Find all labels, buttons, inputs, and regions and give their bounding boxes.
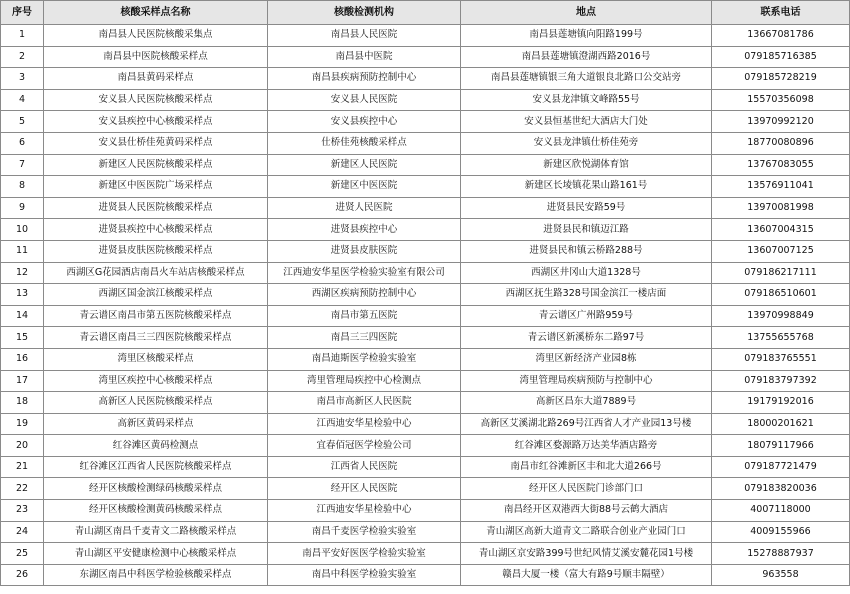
table-row xyxy=(1,413,850,435)
cell-phone: 4007118000 xyxy=(712,500,850,522)
table-row xyxy=(1,154,850,176)
cell-site-name: 新建区人民医院核酸采样点 xyxy=(44,154,268,176)
cell-site-name: 南昌县中医院核酸采样点 xyxy=(44,46,268,68)
cell-phone: 15278887937 xyxy=(712,543,850,565)
cell-site-name: 青云谱区南昌市第五医院核酸采样点 xyxy=(44,305,268,327)
table-row xyxy=(1,348,850,370)
cell-phone: 13576911041 xyxy=(712,176,850,198)
table-row xyxy=(1,68,850,90)
table-header-row xyxy=(1,1,850,25)
cell-index: 25 xyxy=(1,543,44,565)
cell-phone: 13667081786 xyxy=(712,25,850,47)
cell-location: 安义县恒基世纪大酒店大门处 xyxy=(461,111,712,133)
cell-index: 21 xyxy=(1,456,44,478)
cell-index: 15 xyxy=(1,327,44,349)
cell-index: 9 xyxy=(1,197,44,219)
table-row xyxy=(1,284,850,306)
cell-site-name: 新建区中医医院广场采样点 xyxy=(44,176,268,198)
header-index: 序号 xyxy=(1,1,44,25)
header-location: 地点 xyxy=(461,1,712,25)
cell-site-name: 西湖区G花园酒店南昌火车站店核酸采样点 xyxy=(44,262,268,284)
cell-testing-agency: 江西迪安华星检验中心 xyxy=(268,500,461,522)
cell-index: 22 xyxy=(1,478,44,500)
cell-site-name: 进贤县皮肤医院核酸采样点 xyxy=(44,240,268,262)
header-testing-agency: 核酸检测机构 xyxy=(268,1,461,25)
cell-testing-agency: 南昌三三四医院 xyxy=(268,327,461,349)
table-row xyxy=(1,25,850,47)
cell-location: 南昌县莲塘镇向阳路199号 xyxy=(461,25,712,47)
cell-location: 西湖区井冈山大道1328号 xyxy=(461,262,712,284)
cell-phone: 4009155966 xyxy=(712,521,850,543)
table-row xyxy=(1,89,850,111)
cell-location: 新建区长堎镇花果山路161号 xyxy=(461,176,712,198)
cell-site-name: 东湖区南昌中科医学检验核酸采样点 xyxy=(44,564,268,586)
cell-site-name: 南昌县人民医院核酸采集点 xyxy=(44,25,268,47)
table-row xyxy=(1,435,850,457)
cell-phone: 18770080896 xyxy=(712,132,850,154)
table-row xyxy=(1,500,850,522)
cell-location: 安义县龙津镇仕桥佳苑旁 xyxy=(461,132,712,154)
cell-testing-agency: 安义县人民医院 xyxy=(268,89,461,111)
table-row xyxy=(1,564,850,586)
cell-site-name: 经开区核酸检测黄码核酸采样点 xyxy=(44,500,268,522)
cell-location: 南昌县莲塘镇银三角大道银良北路口公交站旁 xyxy=(461,68,712,90)
cell-testing-agency: 新建区人民医院 xyxy=(268,154,461,176)
cell-index: 4 xyxy=(1,89,44,111)
cell-location: 南昌经开区双港西大街88号云鹤大酒店 xyxy=(461,500,712,522)
cell-testing-agency: 南昌县疾病预防控制中心 xyxy=(268,68,461,90)
cell-index: 10 xyxy=(1,219,44,241)
cell-testing-agency: 南昌千麦医学检验实验室 xyxy=(268,521,461,543)
cell-index: 3 xyxy=(1,68,44,90)
table-row xyxy=(1,370,850,392)
table-body xyxy=(1,25,850,586)
table-row xyxy=(1,327,850,349)
cell-testing-agency: 南昌迪斯医学检验实验室 xyxy=(268,348,461,370)
cell-phone: 15570356098 xyxy=(712,89,850,111)
table-row xyxy=(1,46,850,68)
cell-site-name: 青云谱区南昌三三四医院核酸采样点 xyxy=(44,327,268,349)
cell-site-name: 高新区黄码采样点 xyxy=(44,413,268,435)
cell-location: 南昌县莲塘镇澄湖西路2016号 xyxy=(461,46,712,68)
cell-testing-agency: 南昌市第五医院 xyxy=(268,305,461,327)
table-row xyxy=(1,111,850,133)
table-row xyxy=(1,240,850,262)
cell-index: 7 xyxy=(1,154,44,176)
cell-testing-agency: 江西迪安华星检验中心 xyxy=(268,413,461,435)
cell-location: 安义县龙津镇文峰路55号 xyxy=(461,89,712,111)
cell-testing-agency: 江西省人民医院 xyxy=(268,456,461,478)
cell-site-name: 红谷滩区江西省人民医院核酸采样点 xyxy=(44,456,268,478)
cell-location: 湾里管理局疾病预防与控制中心 xyxy=(461,370,712,392)
cell-testing-agency: 仕桥佳苑核酸采样点 xyxy=(268,132,461,154)
cell-testing-agency: 进贤人民医院 xyxy=(268,197,461,219)
cell-location: 经开区人民医院门诊部门口 xyxy=(461,478,712,500)
table-row xyxy=(1,176,850,198)
cell-testing-agency: 新建区中医医院 xyxy=(268,176,461,198)
table-row xyxy=(1,392,850,414)
cell-phone: 13607004315 xyxy=(712,219,850,241)
cell-testing-agency: 安义县疾控中心 xyxy=(268,111,461,133)
cell-site-name: 进贤县疾控中心核酸采样点 xyxy=(44,219,268,241)
cell-site-name: 红谷滩区黄码检测点 xyxy=(44,435,268,457)
header-phone: 联系电话 xyxy=(712,1,850,25)
cell-phone: 13970081998 xyxy=(712,197,850,219)
cell-site-name: 南昌县黄码采样点 xyxy=(44,68,268,90)
cell-site-name: 进贤县人民医院核酸采样点 xyxy=(44,197,268,219)
cell-phone: 18000201621 xyxy=(712,413,850,435)
cell-phone: 079185716385 xyxy=(712,46,850,68)
cell-site-name: 经开区核酸检测绿码核酸采样点 xyxy=(44,478,268,500)
cell-phone: 079183820036 xyxy=(712,478,850,500)
cell-location: 青云谱区广州路959号 xyxy=(461,305,712,327)
cell-index: 12 xyxy=(1,262,44,284)
table-row xyxy=(1,262,850,284)
cell-phone: 079185728219 xyxy=(712,68,850,90)
cell-phone: 13970992120 xyxy=(712,111,850,133)
cell-site-name: 湾里区疾控中心核酸采样点 xyxy=(44,370,268,392)
cell-location: 西湖区抚生路328号国金滨江一楼店面 xyxy=(461,284,712,306)
cell-site-name: 高新区人民医院核酸采样点 xyxy=(44,392,268,414)
cell-index: 13 xyxy=(1,284,44,306)
table-row xyxy=(1,197,850,219)
table-row xyxy=(1,132,850,154)
cell-index: 23 xyxy=(1,500,44,522)
cell-phone: 18079117966 xyxy=(712,435,850,457)
cell-index: 24 xyxy=(1,521,44,543)
cell-phone: 079183797392 xyxy=(712,370,850,392)
cell-location: 赣昌大厦一楼（富大有路9号顺丰隔壁） xyxy=(461,564,712,586)
cell-site-name: 安义县人民医院核酸采样点 xyxy=(44,89,268,111)
cell-testing-agency: 南昌中科医学检验实验室 xyxy=(268,564,461,586)
cell-index: 2 xyxy=(1,46,44,68)
cell-location: 进贤县民和镇迈江路 xyxy=(461,219,712,241)
cell-index: 18 xyxy=(1,392,44,414)
table-row xyxy=(1,305,850,327)
cell-site-name: 安义县疾控中心核酸采样点 xyxy=(44,111,268,133)
cell-phone: 079186217111 xyxy=(712,262,850,284)
cell-site-name: 安义县仕桥佳苑黄码采样点 xyxy=(44,132,268,154)
table-row xyxy=(1,478,850,500)
cell-location: 青云谱区新溪桥东二路97号 xyxy=(461,327,712,349)
cell-location: 青山湖区京安路399号世纪风情艾溪安麓花园1号楼 xyxy=(461,543,712,565)
cell-phone: 13970998849 xyxy=(712,305,850,327)
cell-index: 14 xyxy=(1,305,44,327)
cell-phone: 13607007125 xyxy=(712,240,850,262)
cell-location: 青山湖区高新大道青文二路联合创业产业园门口 xyxy=(461,521,712,543)
cell-location: 湾里区新经济产业园8栋 xyxy=(461,348,712,370)
cell-site-name: 湾里区核酸采样点 xyxy=(44,348,268,370)
table-row xyxy=(1,521,850,543)
header-site-name: 核酸采样点名称 xyxy=(44,1,268,25)
cell-index: 26 xyxy=(1,564,44,586)
cell-location: 新建区欣悦湖体育馆 xyxy=(461,154,712,176)
cell-testing-agency: 南昌县中医院 xyxy=(268,46,461,68)
cell-location: 红谷滩区婺源路万达美华酒店路旁 xyxy=(461,435,712,457)
cell-index: 11 xyxy=(1,240,44,262)
cell-phone: 13767083055 xyxy=(712,154,850,176)
cell-phone: 079187721479 xyxy=(712,456,850,478)
cell-phone: 079186510601 xyxy=(712,284,850,306)
cell-testing-agency: 进贤县疾控中心 xyxy=(268,219,461,241)
cell-testing-agency: 西湖区疾病预防控制中心 xyxy=(268,284,461,306)
cell-site-name: 青山湖区平安健康检测中心核酸采样点 xyxy=(44,543,268,565)
table-row xyxy=(1,543,850,565)
cell-phone: 079183765551 xyxy=(712,348,850,370)
cell-site-name: 西湖区国金滨江核酸采样点 xyxy=(44,284,268,306)
cell-testing-agency: 南昌平安好医医学检验实验室 xyxy=(268,543,461,565)
cell-index: 5 xyxy=(1,111,44,133)
cell-location: 南昌市红谷滩新区丰和北大道266号 xyxy=(461,456,712,478)
cell-index: 17 xyxy=(1,370,44,392)
cell-testing-agency: 进贤县皮肤医院 xyxy=(268,240,461,262)
cell-testing-agency: 经开区人民医院 xyxy=(268,478,461,500)
cell-location: 高新区艾溪湖北路269号江西省人才产业园13号楼 xyxy=(461,413,712,435)
cell-location: 进贤县民和镇云桥路288号 xyxy=(461,240,712,262)
cell-index: 1 xyxy=(1,25,44,47)
cell-phone: 963558 xyxy=(712,564,850,586)
cell-index: 19 xyxy=(1,413,44,435)
cell-location: 进贤县民安路59号 xyxy=(461,197,712,219)
cell-testing-agency: 南昌县人民医院 xyxy=(268,25,461,47)
cell-index: 6 xyxy=(1,132,44,154)
cell-location: 高新区昌东大道7889号 xyxy=(461,392,712,414)
cell-phone: 13755655768 xyxy=(712,327,850,349)
cell-testing-agency: 南昌市高新区人民医院 xyxy=(268,392,461,414)
cell-index: 20 xyxy=(1,435,44,457)
cell-phone: 19179192016 xyxy=(712,392,850,414)
cell-index: 16 xyxy=(1,348,44,370)
table-row xyxy=(1,456,850,478)
table-row xyxy=(1,219,850,241)
cell-testing-agency: 宜春佰冠医学检验公司 xyxy=(268,435,461,457)
cell-testing-agency: 湾里管理局疾控中心检测点 xyxy=(268,370,461,392)
cell-site-name: 青山湖区南昌千麦青文二路核酸采样点 xyxy=(44,521,268,543)
cell-index: 8 xyxy=(1,176,44,198)
cell-testing-agency: 江西迪安华星医学检验实验室有限公司 xyxy=(268,262,461,284)
